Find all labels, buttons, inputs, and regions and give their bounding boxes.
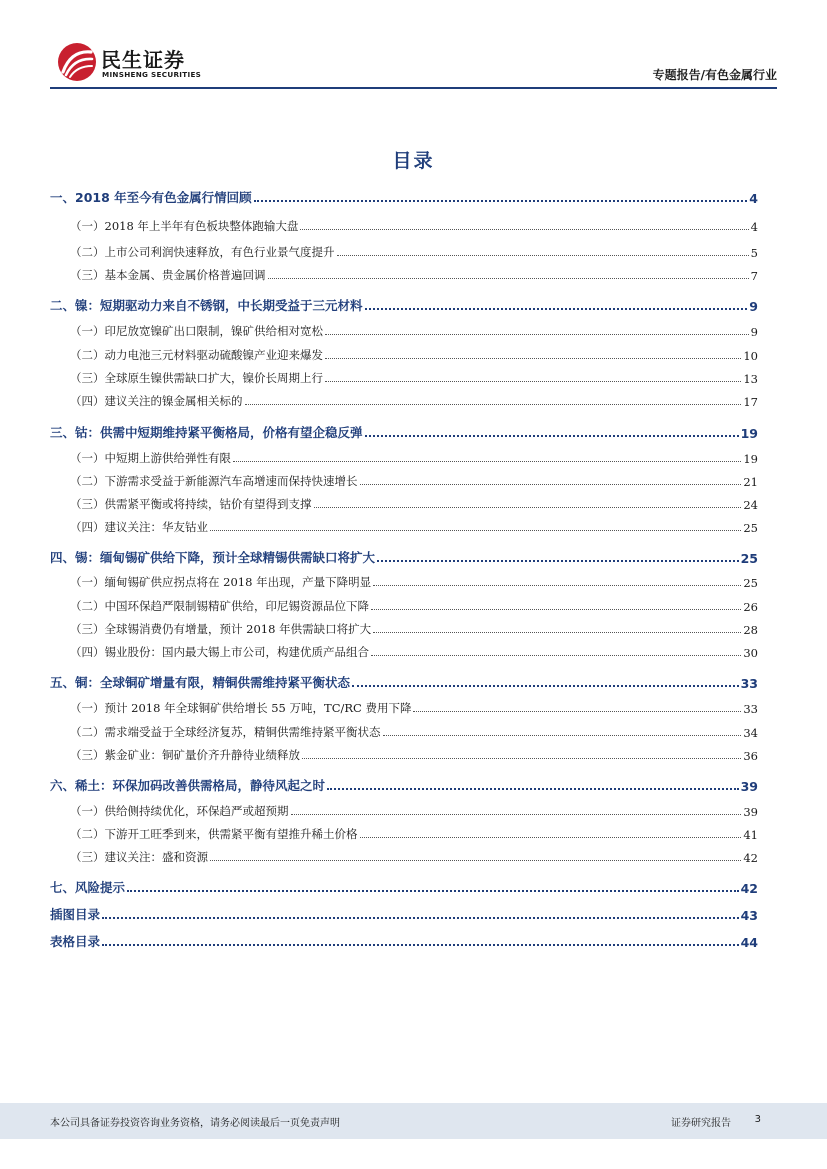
toc-entry-page: 25 [743, 576, 758, 590]
toc-entry-page: 4 [750, 220, 758, 234]
toc-subsection-entry[interactable] [50, 720, 758, 740]
toc-dot-leader [373, 585, 741, 586]
toc-entry-label: （三）全球原生镍供需缺口扩大，镍价长周期上行 [70, 371, 323, 385]
toc-subsection-entry[interactable] [50, 366, 758, 386]
toc-section-entry[interactable] [50, 876, 758, 896]
toc-entry-label: （一）供给侧持续优化，环保趋严或超预期 [70, 804, 289, 818]
toc-entry-page: 9 [749, 299, 758, 314]
toc-dot-leader [102, 944, 739, 946]
toc-entry-page: 42 [740, 881, 758, 896]
toc-section-entry[interactable] [50, 903, 758, 923]
minsheng-logo-icon [57, 42, 97, 82]
toc-section-entry[interactable] [50, 294, 758, 314]
toc-entry-label: （二）下游开工旺季到来，供需紧平衡有望推升稀土价格 [70, 827, 358, 841]
toc-dot-leader [268, 278, 749, 279]
toc-dot-leader [210, 530, 741, 531]
toc-subsection-entry[interactable] [50, 594, 758, 614]
toc-entry-page: 39 [740, 779, 758, 794]
footer-doc-type: 证券研究报告 [671, 1118, 731, 1129]
toc-subsection-entry[interactable] [50, 799, 758, 819]
toc-entry-label: （二）动力电池三元材料驱动硫酸镍产业迎来爆发 [70, 348, 323, 362]
toc-entry-label: 四、锡：缅甸锡矿供给下降，预计全球精锡供需缺口将扩大 [50, 550, 376, 565]
logo-chinese-name: 民生证券 [101, 48, 185, 72]
toc-subsection-entry[interactable] [50, 214, 758, 234]
toc-subsection-entry[interactable] [50, 640, 758, 660]
toc-entry-label: 一、2018 年至今有色金属行情回顾 [50, 190, 252, 205]
toc-dot-leader [371, 655, 741, 656]
toc-entry-label: （二）需求端受益于全球经济复苏，精铜供需维持紧平衡状态 [70, 725, 381, 739]
toc-entry-label: 插图目录 [50, 907, 101, 922]
toc-section-entry[interactable] [50, 930, 758, 950]
toc-entry-label: （四）锡业股份：国内最大锡上市公司，构建优质产品组合 [70, 645, 369, 659]
toc-section-entry[interactable] [50, 186, 758, 206]
toc-entry-page: 25 [740, 551, 758, 566]
footer-page-number: 3 [754, 1114, 761, 1125]
toc-title: 目录 [392, 150, 435, 172]
toc-subsection-entry[interactable] [50, 845, 758, 865]
toc-entry-page: 30 [743, 646, 758, 660]
toc-subsection-entry[interactable] [50, 263, 758, 283]
toc-dot-leader [210, 860, 741, 861]
toc-dot-leader [325, 358, 741, 359]
toc-entry-label: （一）缅甸锡矿供应拐点将在 2018 年出现，产量下降明显 [70, 575, 372, 589]
toc-entry-page: 39 [743, 805, 758, 819]
toc-entry-page: 19 [740, 426, 758, 441]
toc-dot-leader [365, 435, 739, 437]
toc-dot-leader [254, 200, 748, 202]
toc-entry-label: （一）2018 年上半年有色板块整体跑输大盘 [70, 219, 299, 233]
toc-section-entry[interactable] [50, 421, 758, 441]
toc-entry-label: （三）供需紧平衡或将持续，钴价有望得到支撑 [70, 497, 312, 511]
toc-section-entry[interactable] [50, 546, 758, 566]
toc-entry-page: 21 [743, 475, 758, 489]
toc-dot-leader [233, 461, 741, 462]
toc-subsection-entry[interactable] [50, 492, 758, 512]
footer-disclaimer: 本公司具备证券投资咨询业务资格，请务必阅读最后一页免责声明 [50, 1118, 340, 1129]
toc-entry-label: 五、铜：全球铜矿增量有限，精铜供需维持紧平衡状态 [50, 675, 351, 690]
toc-entry-label: 六、稀土：环保加码改善供需格局，静待风起之时 [50, 778, 326, 793]
toc-dot-leader [325, 381, 741, 382]
toc-entry-label: （二）下游需求受益于新能源汽车高增速而保持快速增长 [70, 474, 358, 488]
toc-dot-leader [383, 735, 742, 736]
toc-entry-page: 13 [743, 372, 758, 386]
toc-entry-label: （二）中国环保趋严限制锡精矿供给，印尼锡资源品位下降 [70, 599, 369, 613]
toc-entry-label: （一）印尼放宽镍矿出口限制，镍矿供给相对宽松 [70, 324, 323, 338]
toc-subsection-entry[interactable] [50, 822, 758, 842]
toc-dot-leader [377, 560, 739, 562]
toc-entry-label: （三）紫金矿业：铜矿量价齐升静待业绩释放 [70, 748, 300, 762]
toc-entry-page: 26 [743, 600, 758, 614]
toc-dot-leader [302, 758, 741, 759]
toc-dot-leader [337, 255, 749, 256]
toc-entry-page: 36 [743, 749, 758, 763]
toc-entry-label: （四）建议关注的镍金属相关标的 [70, 394, 243, 408]
toc-entry-page: 44 [740, 935, 758, 950]
toc-entry-page: 43 [740, 908, 758, 923]
toc-entry-page: 7 [750, 269, 758, 283]
toc-entry-label: （三）基本金属、贵金属价格普遍回调 [70, 268, 266, 282]
toc-section-entry[interactable] [50, 774, 758, 794]
toc-entry-page: 25 [743, 521, 758, 535]
page-header [0, 0, 827, 90]
toc-dot-leader [300, 229, 748, 230]
toc-entry-page: 42 [743, 851, 758, 865]
toc-entry-label: 表格目录 [50, 934, 101, 949]
minsheng-logo [57, 42, 217, 82]
toc-entry-page: 5 [750, 246, 758, 260]
toc-entry-page: 34 [743, 726, 758, 740]
toc-dot-leader [127, 890, 739, 892]
header-divider [50, 87, 777, 89]
toc-dot-leader [373, 632, 741, 633]
toc-dot-leader [365, 308, 748, 310]
toc-entry-label: 三、钴：供需中短期维持紧平衡格局，价格有望企稳反弹 [50, 425, 363, 440]
toc-dot-leader [360, 837, 742, 838]
toc-subsection-entry[interactable] [50, 515, 758, 535]
toc-entry-label: （一）中短期上游供给弹性有限 [70, 451, 231, 465]
toc-dot-leader [245, 404, 742, 405]
toc-entry-label: （二）上市公司利润快速释放，有色行业景气度提升 [70, 245, 335, 259]
toc-subsection-entry[interactable] [50, 570, 758, 590]
toc-dot-leader [371, 609, 741, 610]
toc-subsection-entry[interactable] [50, 469, 758, 489]
toc-section-entry[interactable] [50, 671, 758, 691]
toc-dot-leader [352, 685, 739, 687]
toc-entry-page: 10 [743, 349, 758, 363]
toc-entry-page: 24 [743, 498, 758, 512]
logo-english-name: MINSHENG SECURITIES [102, 70, 202, 79]
toc-subsection-entry[interactable] [50, 319, 758, 339]
toc-subsection-entry[interactable] [50, 389, 758, 409]
toc-entry-page: 19 [743, 452, 758, 466]
toc-dot-leader [102, 917, 739, 919]
toc-dot-leader [325, 334, 749, 335]
toc-entry-label: （四）建议关注：华友钴业 [70, 520, 208, 534]
toc-entry-page: 28 [743, 623, 758, 637]
toc-entry-label: （一）预计 2018 年全球铜矿供给增长 55 万吨，TC/RC 费用下降 [70, 701, 412, 715]
toc-subsection-entry[interactable] [50, 343, 758, 363]
toc-subsection-entry[interactable] [50, 743, 758, 763]
toc-dot-leader [413, 711, 741, 712]
toc-entry-label: （三）建议关注：盛和资源 [70, 850, 208, 864]
toc-entry-page: 33 [743, 702, 758, 716]
toc-subsection-entry[interactable] [50, 446, 758, 466]
toc-subsection-entry[interactable] [50, 240, 758, 260]
toc-entry-page: 33 [740, 676, 758, 691]
report-category: 专题报告/有色金属行业 [652, 68, 777, 82]
toc-entry-label: 七、风险提示 [50, 880, 126, 895]
toc-entry-page: 41 [743, 828, 758, 842]
toc-entry-label: （三）全球锡消费仍有增量，预计 2018 年供需缺口将扩大 [70, 622, 372, 636]
toc-dot-leader [327, 788, 739, 790]
page-footer [0, 1103, 827, 1139]
toc-entry-page: 4 [749, 191, 758, 206]
toc-dot-leader [360, 484, 742, 485]
toc-entry-page: 17 [743, 395, 758, 409]
toc-dot-leader [314, 507, 742, 508]
toc-entry-label: 二、镍：短期驱动力来自不锈钢，中长期受益于三元材料 [50, 298, 363, 313]
toc-subsection-entry[interactable] [50, 696, 758, 716]
toc-entry-page: 9 [750, 325, 758, 339]
toc-subsection-entry[interactable] [50, 617, 758, 637]
toc-dot-leader [291, 814, 742, 815]
